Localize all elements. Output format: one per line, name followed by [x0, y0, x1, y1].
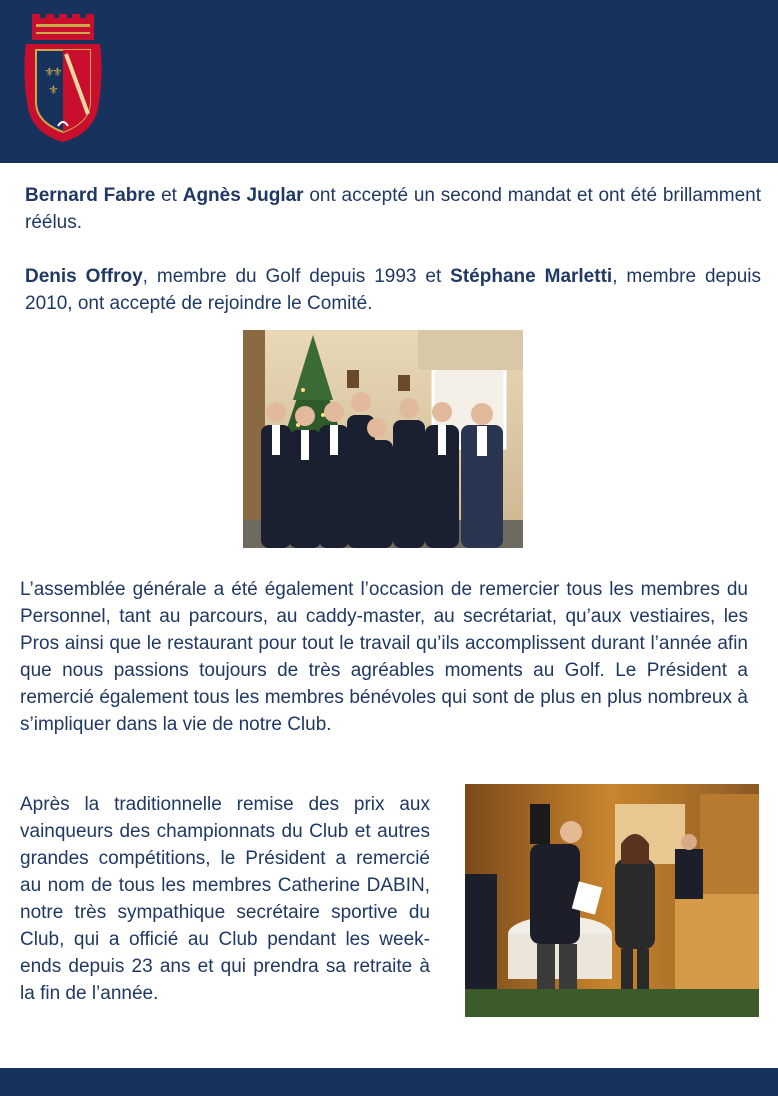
- group-photo-committee-icon: [243, 330, 523, 548]
- paragraph-thanks-staff: L’assemblée générale a été également l’occasion de remercier tous les membres du Personnel, tant au parcours, au caddy-master, au secrétariat, qu’aux vestiaires, les Pros ainsi que le restaurant pour tout le travail qu’ils accomplissent durant l’année afin que nous passions toujours de très agréables moments au Golf. Le Président a remercié également tous les membres bénévoles qui sont de plus en plus nombreux à s’impliquer dans la vie de notre Club.: [20, 579, 748, 735]
- paragraph-prize-ceremony: Après la traditionnelle remise des prix aux vainqueurs des championnats du Club et autres grandes compétitions, le Président a remercié au nom de tous les membres Catherine DABIN, notre très sympathique secrétaire sportive du Club, qui a officié au Club pendant les week-ends depuis 23 ans et qui prendra sa retraite à la fin de l’année.: [20, 794, 430, 1004]
- header-band: [0, 0, 778, 163]
- name-denis-offroy: Denis Offroy: [25, 266, 143, 287]
- svg-text:⚜: ⚜: [52, 65, 63, 79]
- speech-photo-icon: [465, 784, 759, 1017]
- paragraph-new-members: Denis Offroy, membre du Golf depuis 1993 et Stéphane Marletti, membre depuis 2010, ont accepté de rejoindre le Comité.: [25, 266, 761, 314]
- svg-text:⚜: ⚜: [48, 83, 59, 97]
- svg-text:⚜: ⚜: [44, 65, 55, 79]
- name-agnes-juglar: Agnès Juglar: [182, 185, 304, 206]
- name-bernard-fabre: Bernard Fabre: [25, 185, 156, 206]
- club-crest-icon: [22, 14, 104, 144]
- paragraph-reelected: Bernard Fabre et Agnès Juglar ont accepté un second mandat et ont été brillamment réélus.: [25, 185, 762, 233]
- footer-band: [0, 1068, 778, 1096]
- name-stephane-marletti: Stéphane Marletti: [450, 266, 613, 287]
